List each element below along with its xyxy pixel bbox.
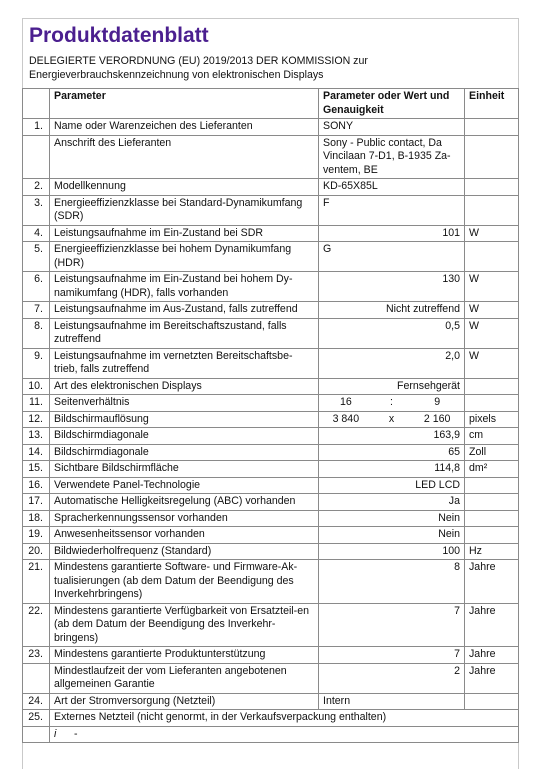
row-unit [465,179,519,196]
header-value [319,89,465,119]
table-row [23,663,519,693]
parameter-table [22,88,519,743]
row-parameter: Art der Stromversorgung (Netzteil) [50,693,319,710]
table-row [23,318,519,348]
row-unit: cm [465,428,519,445]
table-row [23,603,519,647]
table-row [23,348,519,378]
row-parameter: Anschrift des Lieferanten [50,135,319,179]
row-number: 17. [23,494,50,511]
row-number: 9. [23,348,50,378]
aspect-separator: : [390,396,393,408]
row-number [23,663,50,693]
header-value-line-2: Genauigkeit [323,103,384,116]
row-value: 8 [319,560,465,604]
row-parameter: Energieeffizienzklasse bei Standard-Dynamikumfang (SDR) [50,195,319,225]
row-parameter: Leistungsaufnahme im Aus-Zustand, falls zutreffend [50,302,319,319]
row-value: 0,5 [319,318,465,348]
row-number: 13. [23,428,50,445]
intro-line-2: Energieverbrauchskennzeichnung von elektronischen Displays [29,68,324,81]
row-number: 7. [23,302,50,319]
header-unit: Einheit [465,89,519,119]
table-row [23,494,519,511]
row-number: 14. [23,444,50,461]
resolution-height: 2 160 [423,412,451,425]
table-row [23,242,519,272]
table-row [23,693,519,710]
row-number: 6. [23,272,50,302]
row-number: 2. [23,179,50,196]
row-parameter [50,710,519,727]
table-row [23,510,519,527]
row-value: Nein [319,527,465,544]
row-unit: Jahre [465,603,519,647]
row-unit [465,119,519,136]
row-value [319,395,465,412]
row-parameter: Bildschirmdiagonale [50,444,319,461]
row-value: 2 [319,663,465,693]
row-parameter: Mindestens garantierte Produktunterstützung [50,647,319,664]
row-value: 7 [319,647,465,664]
row-value: Nein [319,510,465,527]
row-unit [465,242,519,272]
row-number: 10. [23,378,50,395]
row-unit [465,510,519,527]
row-value: KD-65X85L [319,179,465,196]
row-unit [465,527,519,544]
row-parameter: Bildwiederholfrequenz (Standard) [50,543,319,560]
row-number: 21. [23,560,50,604]
table-row [23,726,519,743]
row-unit: W [465,302,519,319]
subrow-value: - [74,727,78,740]
table-row [23,395,519,412]
row-parameter [50,726,519,743]
row-number: 23. [23,647,50,664]
table-row [23,710,519,727]
row-value: 100 [319,543,465,560]
row-number: 8. [23,318,50,348]
product-data-sheet [22,18,519,769]
table-row [23,647,519,664]
table-row [23,411,519,428]
row-unit [465,378,519,395]
row-value: G [319,242,465,272]
row-unit: W [465,318,519,348]
row-parameter: Leistungsaufnahme im Bereitschaftszustand, falls zutreffend [50,318,319,348]
subrow-index: i [54,727,57,740]
row-parameter: Art des elektronischen Displays [50,378,319,395]
row-unit: W [465,225,519,242]
row-parameter: Bildschirmauflösung [50,411,319,428]
row-parameter: Mindestlaufzeit der vom Lieferanten angebotenen allgemeinen Garantie [50,663,319,693]
row-unit: Jahre [465,560,519,604]
resolution-width: 3 840 [332,412,360,425]
row-parameter: Verwendete Panel-Technologie [50,477,319,494]
aspect-width: 16 [339,396,352,408]
row-value: 114,8 [319,461,465,478]
table-row [23,179,519,196]
regulation-intro [29,55,518,85]
row-parameter: Seitenverhältnis [50,395,319,412]
row-unit: pixels [465,411,519,428]
table-row [23,477,519,494]
header-value-line-1: Parameter oder Wert und [323,90,450,102]
table-row [23,378,519,395]
row-unit: W [465,348,519,378]
row-parameter: Leistungsaufnahme im Ein-Zustand bei SDR [50,225,319,242]
row-parameter: Leistungsaufnahme im Ein-Zustand bei hohem Dy-namikumfang (HDR), falls vorhanden [50,272,319,302]
table-row [23,119,519,136]
row-value: 101 [319,225,465,242]
resolution-separator: x [388,412,395,425]
row-parameter: Modellkennung [50,179,319,196]
row-parameter: Anwesenheitssensor vorhanden [50,527,319,544]
table-row [23,195,519,225]
power-supply-subheader: Externes Netzteil (nicht genormt, in der Verkaufsverpackung enthalten) [54,711,387,723]
table-row [23,543,519,560]
table-row [23,225,519,242]
intro-line-1: DELEGIERTE VERORDNUNG (EU) 2019/2013 DER KOMMISSION zur [29,55,368,67]
row-value: 130 [319,272,465,302]
header-parameter: Parameter [50,89,319,119]
row-number: 16. [23,477,50,494]
row-value: 163,9 [319,428,465,445]
page-title: Produktdatenblatt [29,24,209,47]
row-number: 3. [23,195,50,225]
table-row [23,428,519,445]
row-unit [465,477,519,494]
row-value: Intern [319,693,465,710]
row-value: Sony - Public contact, Da Vincilaan 7-D1, B-1935 Za-ventem, BE [319,135,465,179]
row-value: Nicht zutreffend [319,302,465,319]
table-row [23,272,519,302]
row-parameter: Spracherkennungssensor vorhanden [50,510,319,527]
row-parameter: Automatische Helligkeitsregelung (ABC) vorhanden [50,494,319,511]
row-unit: W [465,272,519,302]
row-unit [465,395,519,412]
row-value: LED LCD [319,477,465,494]
row-unit [465,195,519,225]
row-value: F [319,195,465,225]
row-value: Ja [319,494,465,511]
table-row [23,444,519,461]
row-unit: Zoll [465,444,519,461]
row-parameter: Energieeffizienzklasse bei hohem Dynamikumfang (HDR) [50,242,319,272]
row-number [23,726,50,743]
row-unit: Jahre [465,647,519,664]
row-value: 65 [319,444,465,461]
row-unit: Jahre [465,663,519,693]
row-value: 7 [319,603,465,647]
row-unit [465,135,519,179]
row-value: 2,0 [319,348,465,378]
row-number: 12. [23,411,50,428]
table-row [23,560,519,604]
row-number: 1. [23,119,50,136]
row-number: 24. [23,693,50,710]
row-value [319,411,465,428]
row-number: 22. [23,603,50,647]
row-unit: dm² [465,461,519,478]
table-row [23,302,519,319]
table-row [23,135,519,179]
row-number: 4. [23,225,50,242]
row-parameter: Leistungsaufnahme im vernetzten Bereitschaftsbe-trieb, falls zutreffend [50,348,319,378]
aspect-height: 9 [434,396,441,408]
row-number: 15. [23,461,50,478]
row-parameter: Sichtbare Bildschirmfläche [50,461,319,478]
row-number: 19. [23,527,50,544]
table-row [23,527,519,544]
table-header-row [23,89,519,119]
table-row [23,461,519,478]
row-number: 5. [23,242,50,272]
row-parameter: Name oder Warenzeichen des Lieferanten [50,119,319,136]
row-parameter: Mindestens garantierte Software- und Firmware-Ak-tualisierungen (ab dem Datum der Beendigung des Inverkehrbringens) [50,560,319,604]
row-parameter: Mindestens garantierte Verfügbarkeit von Ersatzteil-en (ab dem Datum der Beendigung des Inverkehr-bringens) [50,603,319,647]
row-unit: Hz [465,543,519,560]
row-number [23,135,50,179]
row-unit [465,494,519,511]
row-number: 25. [23,710,50,727]
row-parameter: Bildschirmdiagonale [50,428,319,445]
row-number: 11. [23,395,50,412]
row-value: Fernsehgerät [319,378,465,395]
row-value: SONY [319,119,465,136]
row-number: 18. [23,510,50,527]
row-number: 20. [23,543,50,560]
row-unit [465,693,519,710]
